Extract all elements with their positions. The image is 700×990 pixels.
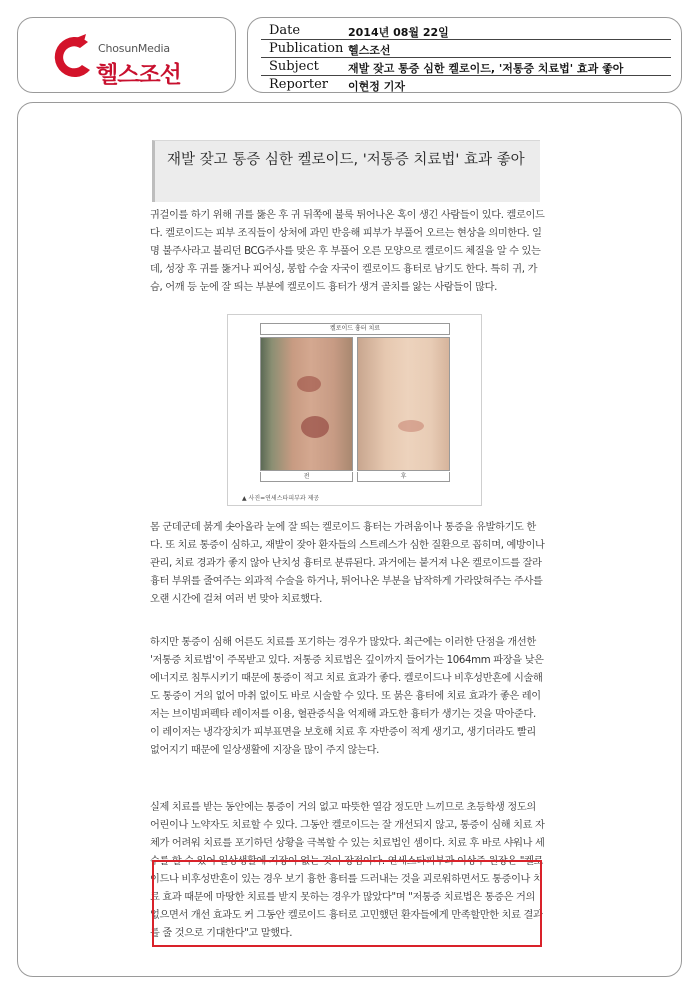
before-photo xyxy=(260,337,353,471)
article-title: 재발 잦고 통증 심한 켈로이드, '저통증 치료법' 효과 좋아 xyxy=(167,152,525,168)
article-paragraph: 귀걸이를 하기 위해 귀를 뚫은 후 귀 뒤쪽에 불룩 튀어나온 혹이 생긴 사람들이 있다. 켈로이드다. 켈로이드는 피부 조직들이 상처에 과민 반응해 피부가 부풀어 오르는 현상을 의미한다. 일명 불주사라고 불리던 BCG주사를 맞은 후 부풀어 오른 모양으로 켈로이드 체질을 알 수 있는데, 성장 후 귀를 뚫거나 피어싱, 봉합 수술 자국이 켈로이드 흉터로 남기도 한다. 특히 귀, 가슴, 어깨 등 눈에 잘 띄는 부분에 켈로이드 흉터가 생겨 골치를 앓는 사람들이 많다. xyxy=(150,210,545,293)
figure-credit: ▲ 사진=연세스타피부과 제공 xyxy=(242,495,320,502)
meta-row-date xyxy=(261,22,671,40)
meta-row-publication xyxy=(261,40,671,58)
figure-title: 켈로이드 흉터 치료 xyxy=(260,323,450,335)
article-paragraph: 몸 군데군데 붉게 솟아올라 눈에 잘 띄는 켈로이드 흉터는 가려움이나 통증을 유발하기도 한다. 또 치료 통증이 심하고, 재발이 잦아 환자들의 스트레스가 심한 질환으로 꼽히며, 예방이나 관리, 치료 경과가 좋지 않아 난치성 흉터로 분류된다. 과거에는 붙거져 나온 켈로이드를 잘라 흉터 부위를 줄여주는 외과적 수술을 하거나, 튀어나온 부분을 납작하게 가라앉혀주는 주사를 오랜 시간에 걸쳐 여러 번 맞아 치료했다. xyxy=(150,522,545,605)
meta-label: Publication xyxy=(269,41,344,56)
article-paragraph: 실제 치료를 받는 동안에는 통증이 거의 없고 따뜻한 열감 정도만 느끼므로 초등학생 정도의 어린이나 노약자도 치료할 수 있다. 그동안 켈로이드는 잘 개선되지 않고, 통증이 심해 치료 자체가 어려워 치료를 포기하던 상황을 극복할 수 있는 치료법인 셈이다. 치료 후 바로 샤워나 세수를 할 수 있어 일상생활에 지장이 없는 것이 장점이다. 연세스타피부과 이상주 원장은 "켈로이드나 비후성반흔이 있는 경우 보기 흉한 흉터를 드러내는 것을 괴로워하면서도 통증이나 치료 효과 때문에 마땅한 치료를 받지 못하는 경우가 많았다"며 "저통증 치료법은 통증은 거의 없으면서 개선 효과도 커 그동안 켈로이드 흉터로 고민했던 환자들에게 만족할만한 치료 결과를 줄 것으로 기대한다"고 말했다. xyxy=(150,802,545,939)
meta-value: 2014년 08월 22일 xyxy=(348,26,449,39)
logo-panel xyxy=(17,17,236,93)
figure-frame xyxy=(260,323,450,483)
after-label: 후 xyxy=(357,472,450,482)
chosun-logo-icon xyxy=(46,32,96,82)
meta-value: 이현정 기자 xyxy=(348,80,405,93)
metadata-panel xyxy=(247,17,682,93)
article-figure xyxy=(227,314,482,506)
meta-label: Subject xyxy=(269,59,319,74)
logo-kor-text: 헬스조선 xyxy=(96,62,181,88)
meta-value: 재발 잦고 통증 심한 켈로이드, '저통증 치료법' 효과 좋아 xyxy=(348,62,624,75)
article-paragraph: 하지만 통증이 심해 어른도 치료를 포기하는 경우가 많았다. 최근에는 이러한 단점을 개선한 '저통증 치료법'이 주목받고 있다. 저통증 치료법은 깊이까지 들어가는 1064mm 파장을 낮은 에너지로 침투시키기 때문에 통증이 적고 치료 효과가 좋다. 켈로이드나 비후성반흔에 시술해도 통증이 거의 없어 마취 없이도 바로 시술할 수 있다. 또 붉은 흉터에 치료 효과가 좋은 레이저는 브이빔퍼펙타 레이저를 이용, 혈관증식을 억제해 과도한 흉터가 생기는 것을 막아준다. 이 레이저는 냉각장치가 피부표면을 보호해 치료 후 자반증이 적게 생기고, 생기더라도 빨리 없어지기 때문에 일상생활에 지장을 많이 주지 않는다. xyxy=(150,637,544,756)
meta-row-subject xyxy=(261,58,671,76)
meta-label: Date xyxy=(269,23,301,38)
meta-value: 헬스조선 xyxy=(348,44,391,57)
logo-media-text: ChosunMedia xyxy=(98,42,170,55)
quote-highlight-box xyxy=(152,860,542,947)
meta-row-reporter xyxy=(261,76,671,93)
after-photo xyxy=(357,337,450,471)
article-title-box xyxy=(152,140,540,202)
meta-label: Reporter xyxy=(269,77,328,92)
before-label: 전 xyxy=(260,472,353,482)
